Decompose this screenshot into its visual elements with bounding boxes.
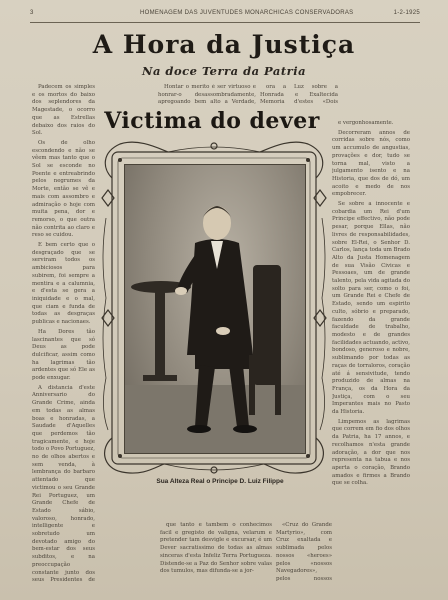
running-head [30,8,420,20]
paragraph: Padecem os simples e os mortos do baixo dos seplendores da Magestade, o ocorro que as Estrellas debaixo dos raios do Sol. [32,84,95,137]
bottom-right-text [276,522,332,582]
header-rule [30,22,420,23]
section-title: Victima do dever [104,108,320,134]
paragraph: ora a Luz sobre a Honrada e Exaltecida Memoria d'estes «Dois [260,84,338,106]
paragraph: Decorreram annos de corridas sobre nós, como um accumulo de angustias, provações e dor, tudo se torna mal, visto a julgamento isento e na Historia, que dos de dó, um acoito e medo de nos empobrecer. [332,129,410,198]
paragraph: Ha Dores tão lascinantes que só Deus as pode dulcificar, assim como ha lagrimas tão ardentes que só Ele as pode enxugar. [32,328,95,382]
photo-caption: Sua Alteza Real o Principe D. Luiz Filippe [156,478,284,485]
paragraph: E bem certo que o desgraçado que se serviram todos os ambiciosos para subirem, foi sempre a mentira e a calumnia, e d'esta se gera a iniquidade e o mal, que ciam e funda de todas as desgraças publicas e nacionaes. [32,242,95,326]
seated-man-portrait-icon [125,165,305,453]
paragraph: Os de olho escondendo e não se vêem mas tanto que o Sol se esconde no Poente e entreabrindo pelos negrumes da Morte, então se vê e mais com assombro e admiração o hoje com muita pena, dor e remorso, o que outra não contrita ao claro e reso se cuidou. [32,139,95,239]
bottom-middle-text [160,522,272,582]
article-headline: A Hora da Justiça [92,30,356,59]
portrait-photograph [124,164,306,454]
paragraph: A distancia d'este Anniversario do Grande Crime, ainda em todas as almas boas e honradas, a Saudade d'Aquelles que perdemos tão tragicamente, e hoje todo o Povo Portuguez, no de olhos abertos e sem venda, à lembrança do barbaro attentado que victimou o seu Grande Rei Portuguez, um Grande Chefe de Estado sábio, valoroso, honrado, intelligente e sobretudo um devotado amigo do bem-estar dos seus subditos, e na preoccupação constante junto dos seus Presidentes de [32,384,95,582]
paragraph: que tanto e tambem o conhecimos facil e gregisto de valigna, velarum e pretender tam desvigle e excursar, é um Dever sacratissimo de todas as almas sinceras d'esta Infeliz Terra Portugueza. Distende-se a Paz do Senhor sobre valas dos tumulos, mas difunda-se a jor- [160,522,272,575]
article-subheadline: Na doce Terra da Patria [141,64,307,78]
paragraph: Se sobre a innocente e cobardia um Rei d'um Principe effectivo, não pode pesar, porque Ellas, não livres de responsabilidades, sobre El-Rei, o Senhor D. Carlos, lança toda um Brado Alto da Justa Homenagem de sua Visão Civicas e Pessoaes, um de grande talento, pela vida agitada do solto para ser, como o foi, um Grande Rei e Chefe de Estado, sendo um espirito culto, sóbrio e preparado, fazendo da grande faculdade de trabalho, modesto e de grandes facilidades actuando, activo, bondoso, generoso e nobre, sublimando por todas as raças de torraloros, coração até á sensivitude, tendo produzido de almas na França, os da Hora da Justiça, com o seu Imperantes mais no Pasto da Historia. [332,201,410,416]
issue-date: 1-2-1925 [393,10,420,16]
left-column-text [32,84,95,582]
paragraph: Limpemos as lagrimas que correm em fio dos olhos da Patria, ha 17 annos, e recolhamos n'esta grande adoração, a dor que nos representa na tabua e nos aperta o coração, Brando amados e firmes a Brando que se colha. [332,418,410,487]
paragraph: «Cruz do Grande Martyrio», com Cruz exaltada e sublimada pelos nossos «heroes» pelos «nossos Navegadores», pelos nossos [276,522,332,582]
middle-top-text-1 [158,84,256,106]
page-number: 3 [30,10,34,16]
middle-top-text-2 [260,84,338,106]
right-column-text [332,120,410,582]
ornamental-portrait-frame [98,138,330,478]
publication-title: HOMENAGEM DAS JUVENTUDES MONARCHICAS CONSERVADORAS [140,10,354,16]
paragraph: Hontar o merito é ser virtuoso e honrar-o desassombradamente, apregoando bem alto a Verdade, [158,84,256,106]
paragraph: e vergonhosamente. [338,120,394,126]
